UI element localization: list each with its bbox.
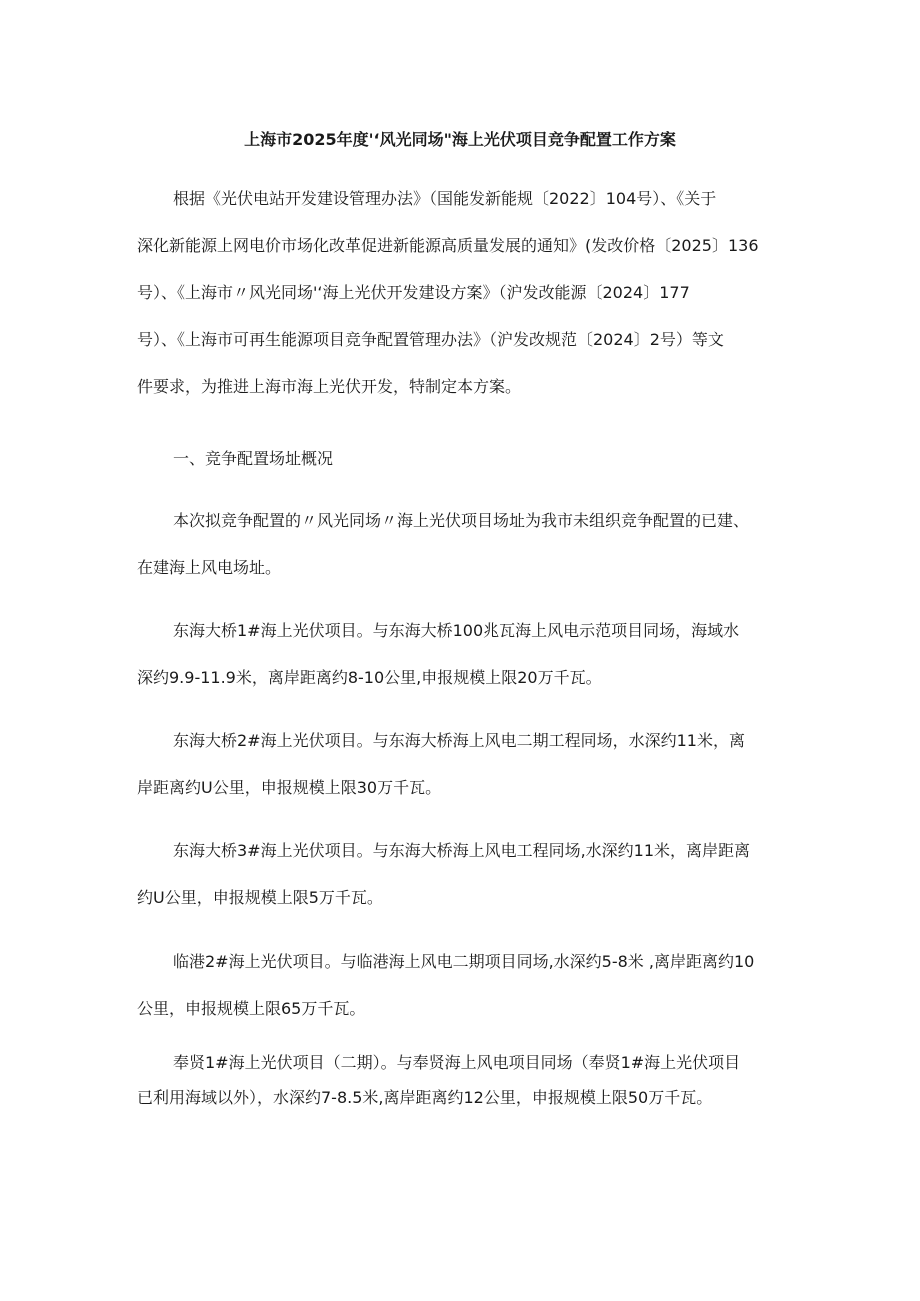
- project-paragraph: [137, 833, 783, 915]
- intro-paragraph: [137, 181, 783, 404]
- project-line: 奉贤1#海上光伏项目（二期）。与奉贤海上风电项目同场（奉贤1#海上光伏项目: [173, 1053, 741, 1072]
- project-paragraph: [137, 1045, 783, 1115]
- project-line: 临港2#海上光伏项目。与临港海上风电二期项目同场,水深约5-8米 ,离岸距离约10: [173, 952, 755, 971]
- intro-line: 深化新能源上网电价市场化改革促进新能源高质量发展的通知》(发改价格〔2025〕136: [137, 236, 759, 255]
- intro-line: 件要求，为推进上海市海上光伏开发，特制定本方案。: [137, 377, 522, 396]
- project-line: 公里，申报规模上限65万千瓦。: [137, 999, 366, 1018]
- section-heading: 一、竞争配置场址概况: [173, 449, 334, 468]
- project-line: 约U公里，申报规模上限5万千瓦。: [137, 888, 383, 907]
- intro-line: 根据《光伏电站开发建设管理办法》（国能发新能规〔2022〕104号）、《关于: [173, 189, 717, 208]
- project-line: 深约9.9-11.9米，离岸距离约8-10公里,申报规模上限20万千瓦。: [137, 668, 602, 687]
- document-title: 上海市2025年度'‘风光同场"海上光伏项目竞争配置工作方案: [244, 130, 676, 149]
- project-line: 东海大桥3#海上光伏项目。与东海大桥海上风电工程同场,水深约11米，离岸距离: [173, 841, 751, 860]
- project-paragraph: [137, 944, 783, 1026]
- project-line: 东海大桥2#海上光伏项目。与东海大桥海上风电二期工程同场，水深约11米，离: [173, 731, 745, 750]
- project-paragraph: [137, 613, 783, 695]
- section-intro-line: 本次拟竞争配置的〃风光同场〃海上光伏项目场址为我市未组织竞争配置的已建、: [173, 511, 750, 530]
- project-line: 已利用海域以外），水深约7-8.5米,离岸距离约12公里，申报规模上限50万千瓦。: [137, 1088, 713, 1107]
- intro-line: 号）、《上海市〃风光同场'‘海上光伏开发建设方案》（沪发改能源〔2024〕177: [137, 283, 690, 302]
- section-intro-paragraph: [137, 503, 783, 585]
- section-intro-line: 在建海上风电场址。: [137, 558, 282, 577]
- intro-line: 号）、《上海市可再生能源项目竞争配置管理办法》（沪发改规范〔2024〕2号）等文: [137, 330, 724, 349]
- project-line: 东海大桥1#海上光伏项目。与东海大桥100兆瓦海上风电示范项目同场，海域水: [173, 621, 740, 640]
- project-paragraph: [137, 723, 783, 805]
- project-line: 岸距离约U公里，申报规模上限30万千瓦。: [137, 778, 442, 797]
